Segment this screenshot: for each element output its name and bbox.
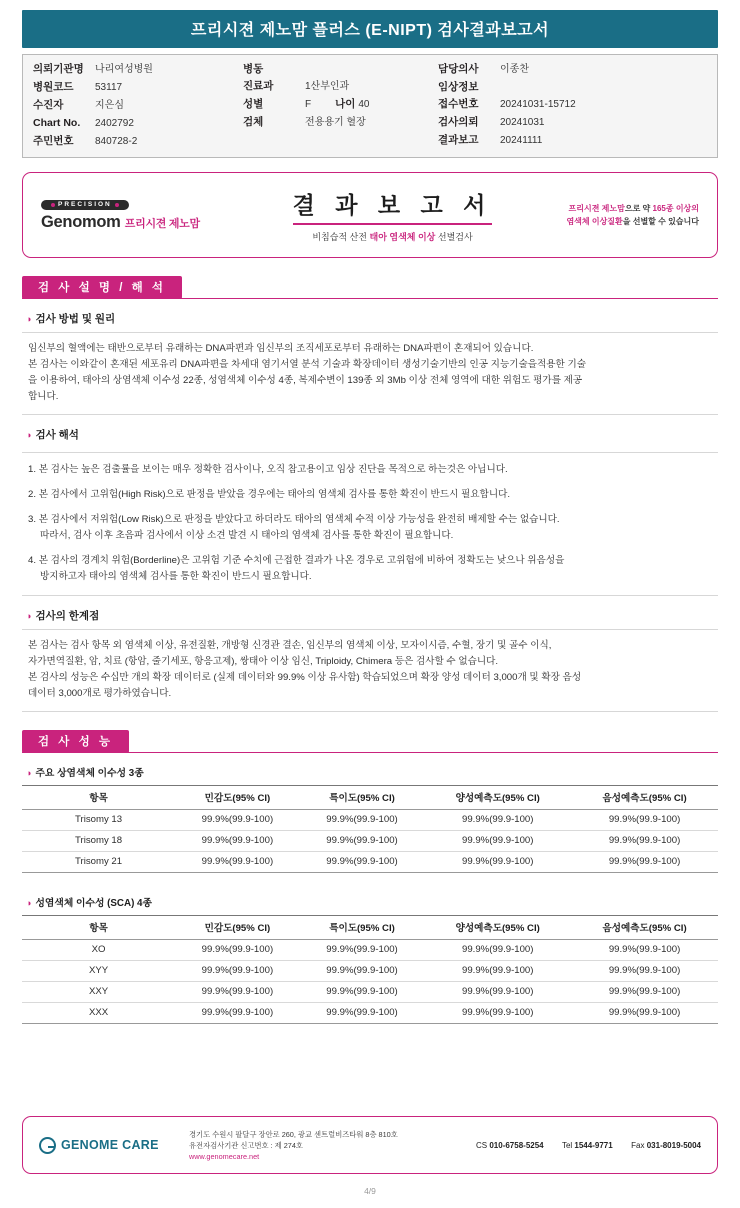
info-value: 840728-2 <box>95 136 138 147</box>
info-value: 지은심 <box>95 100 124 111</box>
info-label: 담당의사 <box>438 63 479 75</box>
cell: 99.9%(99.9-100) <box>300 940 425 961</box>
cell: XYY <box>22 961 175 982</box>
info-value: 20241031-15712 <box>500 99 576 110</box>
info-value: 40 <box>358 99 370 110</box>
info-label: 나이 <box>335 98 356 110</box>
cell: Trisomy 21 <box>22 852 175 873</box>
cell: 99.9%(99.9-100) <box>175 940 300 961</box>
website-link[interactable]: www.genomecare.net <box>189 1151 260 1161</box>
table1-caption-label: 주요 상염색체 이수성 3종 <box>35 768 144 779</box>
cell: 99.9%(99.9-100) <box>571 810 718 831</box>
table1-caption <box>22 765 718 779</box>
report-subtitle-highlight: 태아 염색체 이상 <box>369 232 436 242</box>
table-row <box>22 1003 718 1024</box>
info-row <box>438 133 707 148</box>
table-row <box>22 940 718 961</box>
divider <box>22 595 718 596</box>
column-header: 양성예측도(95% CI) <box>424 786 571 810</box>
interpretation-item <box>22 512 718 544</box>
report-subtitle-pre: 비침습적 산전 <box>312 232 370 242</box>
dot-icon <box>51 203 55 207</box>
table-row <box>22 831 718 852</box>
info-row <box>438 80 707 94</box>
divider <box>22 452 718 453</box>
page-title: 프리시젼 제노맘 플러스 (E-NIPT) 검사결과보고서 <box>22 10 718 48</box>
section-explain-heading: 검 사 설 명 / 해 석 <box>22 276 182 299</box>
cell: 99.9%(99.9-100) <box>571 961 718 982</box>
cell: 99.9%(99.9-100) <box>571 831 718 852</box>
cell: XXX <box>22 1003 175 1024</box>
limitations-line: 본 검사는 검사 항목 외 염색체 이상, 유전질환, 개방형 신경관 결손, 임신부의 염색체 이상, 모자이시즘, 수혈, 장기 및 골수 이식, <box>28 640 552 651</box>
address-line-2: 유전자검사기관 신고번호 : 제 274호 <box>189 1140 303 1150</box>
table2-caption-label: 성염색체 이수성 (SCA) 4종 <box>35 898 152 909</box>
cell: 99.9%(99.9-100) <box>175 982 300 1003</box>
info-value: 20241111 <box>500 135 543 146</box>
patient-info-column-3 <box>438 62 707 149</box>
cell: 99.9%(99.9-100) <box>300 852 425 873</box>
cell: 99.9%(99.9-100) <box>300 831 425 852</box>
info-row <box>33 116 243 131</box>
info-label: 주민번호 <box>33 135 74 147</box>
genome-care-logo-text: GENOME CARE <box>61 1138 159 1152</box>
patient-info-column-1 <box>33 62 243 149</box>
table2-caption <box>22 895 718 909</box>
column-header: 항목 <box>22 786 175 810</box>
info-label: 병동 <box>243 63 264 75</box>
method-line: 임신부의 혈액에는 태반으로부터 유래하는 DNA파편과 임신부의 조직세포로부터 유래하는 DNA파편이 혼재되어 있습니다. <box>28 343 534 354</box>
info-row <box>243 62 438 76</box>
interpretation-item-text-2: 방지하고자 태아의 염색체 검사를 통한 확진이 반드시 필요합니다. <box>40 571 312 582</box>
interpretation-item-text: 본 검사의 경계치 위험(Borderline)은 고위험 기준 수치에 근접한 결과가 나온 경우로 고위험에 비하여 정확도는 낮으나 위음성을 <box>38 555 565 566</box>
interpretation-item-number: 4. <box>28 555 37 566</box>
info-label: 수진자 <box>33 99 64 111</box>
info-value: 나리여성병원 <box>95 64 153 75</box>
subheading-method-label: 검사 방법 및 원리 <box>35 313 116 325</box>
cell: 99.9%(99.9-100) <box>424 1003 571 1024</box>
genome-care-mark-icon <box>39 1137 56 1154</box>
info-label: 진료과 <box>243 80 274 92</box>
info-value: 이종찬 <box>500 64 529 75</box>
report-note-mid: 으로 약 <box>624 204 653 213</box>
interpretation-item-number: 2. <box>28 489 37 500</box>
subheading-method <box>22 311 718 326</box>
cell: 99.9%(99.9-100) <box>424 831 571 852</box>
bullet-icon: ◑ <box>26 768 32 778</box>
subheading-limitations-label: 검사의 한계점 <box>35 610 100 622</box>
table-header-row <box>22 786 718 810</box>
cell: 99.9%(99.9-100) <box>300 961 425 982</box>
footer-contacts <box>476 1141 701 1150</box>
cell: 99.9%(99.9-100) <box>300 982 425 1003</box>
cell: 99.9%(99.9-100) <box>424 810 571 831</box>
limitations-line: 자가면역질환, 암, 치료 (항암, 줄기세포, 항응고제), 쌍태아 이상 임신, Triploidy, Chimera 등은 검사할 수 없습니다. <box>28 656 499 667</box>
cell: 99.9%(99.9-100) <box>175 1003 300 1024</box>
subheading-interpretation <box>22 427 718 442</box>
info-row <box>243 115 438 130</box>
limitations-line: 데이터 3,000개로 평가하였습니다. <box>28 688 172 699</box>
footer <box>22 1116 718 1174</box>
cs-label: CS <box>475 1140 488 1150</box>
dot-icon <box>115 203 119 207</box>
info-row <box>33 98 243 113</box>
column-header: 항목 <box>22 916 175 940</box>
report-note <box>539 202 699 228</box>
table-row <box>22 982 718 1003</box>
interpretation-item <box>22 462 718 478</box>
cell: 99.9%(99.9-100) <box>300 1003 425 1024</box>
subheading-limitations <box>22 608 718 623</box>
info-row <box>33 134 243 149</box>
age-pair <box>335 97 369 112</box>
column-header: 민감도(95% CI) <box>175 786 300 810</box>
bullet-icon: ◑ <box>26 611 32 621</box>
method-line: 합니다. <box>28 391 59 402</box>
section-performance <box>22 712 718 1024</box>
cell: 99.9%(99.9-100) <box>175 961 300 982</box>
cell: Trisomy 18 <box>22 831 175 852</box>
interpretation-item-text: 본 검사에서 저위험(Low Risk)으로 판정을 받았다고 하더라도 태아의 염색체 수적 이상 가능성을 완전히 배제할 수는 없습니다. <box>38 514 560 525</box>
interpretation-item-text: 본 검사에서 고위험(High Risk)으로 판정을 받았을 경우에는 태아의 염색체 검사를 통한 확진이 반드시 필요합니다. <box>38 489 511 500</box>
cell: 99.9%(99.9-100) <box>424 852 571 873</box>
tel-value: 1544-9771 <box>574 1140 613 1150</box>
bullet-icon: ◑ <box>26 898 32 908</box>
column-header: 특이도(95% CI) <box>300 916 425 940</box>
section-explain <box>22 258 718 712</box>
interpretation-item-number: 3. <box>28 514 37 525</box>
method-paragraph <box>22 332 718 415</box>
column-header: 음성예측도(95% CI) <box>571 786 718 810</box>
cell: 99.9%(99.9-100) <box>175 831 300 852</box>
interpretation-item-number: 1. <box>28 464 37 475</box>
bullet-icon: ◑ <box>26 430 32 440</box>
page-number: 4/9 <box>364 1186 376 1196</box>
method-line: 본 검사는 이와같이 혼재된 세포유리 DNA파편을 차세대 염기서열 분석 기술과 확장데이터 생성기술기반의 인공 지능기술을적용한 기술 <box>28 359 587 370</box>
precision-badge-label: PRECISION <box>58 201 112 208</box>
info-label: 결과보고 <box>438 134 479 146</box>
cell: Trisomy 13 <box>22 810 175 831</box>
info-row <box>243 79 438 94</box>
info-value: F <box>305 99 312 110</box>
info-value: 53117 <box>95 82 123 93</box>
info-label: 의뢰기관명 <box>33 63 84 75</box>
info-value: 전용용기 혈장 <box>305 117 366 128</box>
cell: 99.9%(99.9-100) <box>424 961 571 982</box>
method-line: 을 이용하여, 태아의 상염색체 이수성 22종, 성염색체 이수성 4종, 복제수변이 139종 외 3Mb 이상 전체 영역에 대한 위험도 평가를 제공 <box>28 375 583 386</box>
info-value: 1산부인과 <box>305 81 350 92</box>
table-header-row <box>22 916 718 940</box>
info-row <box>438 97 707 112</box>
genome-care-logo <box>39 1137 189 1154</box>
report-header-band <box>22 172 718 258</box>
info-label: 검사의뢰 <box>438 116 479 128</box>
table-row <box>22 810 718 831</box>
info-value: 2402792 <box>95 118 134 129</box>
cell: 99.9%(99.9-100) <box>175 810 300 831</box>
patient-info-box <box>22 54 718 158</box>
cell: 99.9%(99.9-100) <box>424 940 571 961</box>
report-note-line-1 <box>539 202 699 215</box>
footer-address <box>189 1129 476 1162</box>
sca-performance-table <box>22 915 718 1024</box>
column-header: 특이도(95% CI) <box>300 786 425 810</box>
interpretation-item-text-2: 따라서, 검사 이후 초음파 검사에서 이상 소견 발견 시 태아의 염색체 검사를 통한 확진이 필요합니다. <box>40 530 454 541</box>
info-label: 임상정보 <box>438 81 479 93</box>
table-row <box>22 852 718 873</box>
genomom-logo <box>41 199 246 232</box>
info-value: 20241031 <box>500 117 545 128</box>
report-note-disease: 염색체 이상질환 <box>566 217 623 226</box>
column-header: 양성예측도(95% CI) <box>424 916 571 940</box>
cell: 99.9%(99.9-100) <box>571 852 718 873</box>
interpretation-item <box>22 487 718 503</box>
cell: 99.9%(99.9-100) <box>571 982 718 1003</box>
brand-name-row <box>41 213 246 232</box>
patient-info-column-2 <box>243 62 438 149</box>
info-label: 검체 <box>243 116 264 128</box>
brand-name-kr: 프리시젼 제노맘 <box>124 217 200 230</box>
table-row <box>22 961 718 982</box>
report-note-line-2 <box>539 215 699 228</box>
autosomal-performance-table <box>22 785 718 873</box>
bullet-icon: ◑ <box>26 314 32 324</box>
cell: 99.9%(99.9-100) <box>424 982 571 1003</box>
limitations-paragraph <box>22 629 718 712</box>
report-note-count: 165종 이상의 <box>652 204 699 213</box>
info-row <box>438 62 707 77</box>
limitations-line: 본 검사의 성능은 수십만 개의 확장 데이터로 (실제 데이터와 99.9% 이상 유사함) 학습되었으며 확장 양성 데이터 3,000개 및 확장 음성 <box>28 672 582 683</box>
info-label: Chart No. <box>33 117 81 129</box>
precision-badge <box>41 200 129 210</box>
cell: 99.9%(99.9-100) <box>571 940 718 961</box>
cs-value: 010-6758-5254 <box>489 1140 544 1150</box>
interpretation-item <box>22 553 718 585</box>
report-title: 결 과 보 고 서 <box>293 187 493 225</box>
info-row <box>33 62 243 77</box>
address-line-1: 경기도 수원시 팔달구 장안로 260, 광교 센트럴비즈타워 8층 810호 <box>189 1129 398 1139</box>
info-label: 접수번호 <box>438 98 479 110</box>
cell: 99.9%(99.9-100) <box>300 810 425 831</box>
info-row <box>438 115 707 130</box>
section-performance-heading: 검 사 성 능 <box>22 730 129 753</box>
cell: 99.9%(99.9-100) <box>175 852 300 873</box>
subheading-interpretation-label: 검사 해석 <box>35 429 79 441</box>
report-note-tail: 을 선별할 수 있습니다 <box>622 217 699 226</box>
cell: XXY <box>22 982 175 1003</box>
report-subtitle <box>246 230 539 243</box>
brand-name: Genomom <box>41 212 121 231</box>
info-row <box>33 80 243 95</box>
fax-value: 031-8019-5004 <box>646 1140 701 1150</box>
info-label: 병원코드 <box>33 81 74 93</box>
tel-label: Tel <box>561 1140 573 1150</box>
report-subtitle-post: 선별검사 <box>435 232 473 242</box>
interpretation-item-text: 본 검사는 높은 검출률을 보이는 매우 정확한 검사이나, 오직 참고용이고 임상 진단을 목적으로 하는것은 아닙니다. <box>38 464 508 475</box>
column-header: 민감도(95% CI) <box>175 916 300 940</box>
report-title-block <box>246 187 539 243</box>
fax-label: Fax <box>631 1140 645 1150</box>
info-row-gender-age <box>243 97 438 112</box>
cell: 99.9%(99.9-100) <box>571 1003 718 1024</box>
column-header: 음성예측도(95% CI) <box>571 916 718 940</box>
cell: XO <box>22 940 175 961</box>
info-label: 성별 <box>243 98 264 110</box>
report-note-brand: 프리시젼 제노맘 <box>568 204 625 213</box>
